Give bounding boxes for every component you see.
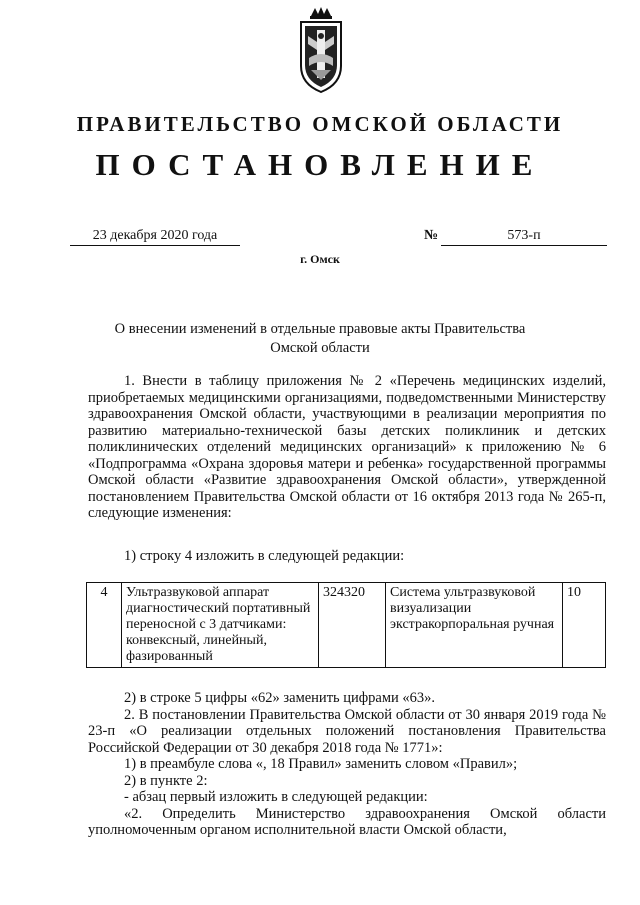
paragraph-text: 2. В постановлении Правительства Омской области от 30 января 2019 года № 23-п «О реализации отдельных положений постановления Правительства Российской Федерации от 30 декабря 2018 года № 1771»: <box>88 706 606 756</box>
government-title: ПРАВИТЕЛЬСТВО ОМСКОЙ ОБЛАСТИ <box>76 112 564 136</box>
document-city: г. Омск <box>300 252 340 266</box>
document-type-title: ПОСТАНОВЛЕНИЕ <box>95 147 545 182</box>
cell-code: 324320 <box>319 583 386 668</box>
paragraph-text: 2) в пункте 2: <box>124 772 208 789</box>
document-date: 23 декабря 2020 года <box>70 228 240 246</box>
paragraph-1 <box>88 373 606 522</box>
paragraph-text: 1) строку 4 изложить в следующей редакции: <box>124 548 405 564</box>
paragraph-text: - абзац первый изложить в следующей редакции: <box>124 789 428 805</box>
paragraph-text: «2. Определить Министерство здравоохранения Омской области уполномоченным органом исполнительной власти Омской области, <box>88 805 606 838</box>
cell-device-name: Ультразвуковой аппарат диагностический портативный переносной с 3 датчиками: конвексный, линейный, фазированный <box>122 583 319 668</box>
cell-system: Система ультразвуковой визуализации экстракорпоральная ручная <box>386 583 563 668</box>
paragraph-2 <box>88 548 606 565</box>
cell-quantity: 10 <box>563 583 606 668</box>
document-number: 573-п <box>441 228 607 246</box>
table-row <box>87 583 606 668</box>
document-subject: О внесении изменений в отдельные правовые акты Правительства Омской области <box>114 321 526 356</box>
cell-number: 4 <box>87 583 122 668</box>
after-table-section <box>88 690 606 839</box>
paragraph-text: 1) в преамбуле слова «, 18 Правил» заменить словом «Правил»; <box>124 756 518 772</box>
number-sign: № <box>424 228 439 243</box>
coat-of-arms-emblem <box>297 6 345 94</box>
amendment-table <box>86 582 606 668</box>
paragraph-text: 2) в строке 5 цифры «62» заменить цифрами «63». <box>124 690 436 706</box>
paragraph-text: 1. Внести в таблицу приложения № 2 «Перечень медицинских изделий, приобретаемых медицинскими организациями, подведомственными Министерству здравоохранения Омской области, участвующими в реализации мероприятия по развитию материально-технической базы детских поликлиник и детских поликлинических отделений медицинских организаций» к приложению № 6 «Подпрограмма «Охрана здоровья матери и ребенка» государственной программы Омской области «Развитие здравоохранения Омской области», утвержденной постановлением Правительства Омской области от 16 октября 2013 года № 265-п, следующие изменения: <box>88 373 606 521</box>
